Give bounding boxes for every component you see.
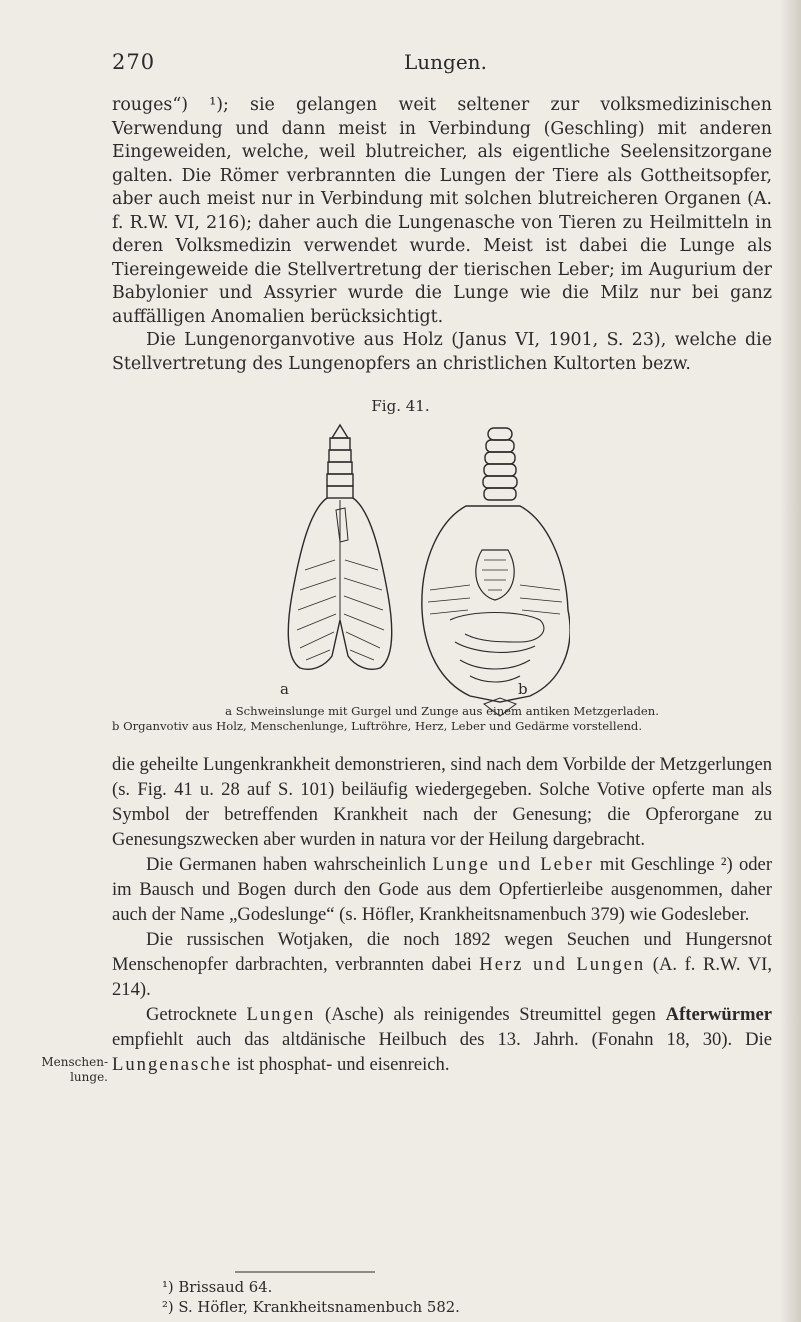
figure-sub-label-a: a bbox=[280, 680, 289, 698]
p2-text-a: Die Germanen haben wahrscheinlich bbox=[146, 854, 433, 875]
p4-emphasis-lungen: Lungen bbox=[246, 1004, 316, 1025]
body-paragraph-1: die geheilte Lungenkrankheit demonstrieren, sind nach dem Vorbilde der Metzgerlungen (s. Fig. 41 u. 28 auf S. 101) beiläufig wiedergegeben. Solche Votive opferte man als Symbol der betreffenden Krankheit nach der Genesung; die Opferorgane zu Genesungszwecken aber wurden in natura vor der Heilung dargebracht. bbox=[112, 754, 772, 850]
running-title: Lungen. bbox=[404, 50, 487, 74]
votive-paragraph: Die Lungenorganvotive aus Holz (Janus VI, 1901, S. 23), welche die Stellvertretung des Lungenopfers an christlichen Kultorten bezw. bbox=[112, 330, 772, 374]
pig-lung-drawing bbox=[288, 425, 391, 669]
caption-b: b Organvotiv aus Holz, Menschenlunge, Luftröhre, Herz, Leber und Gedärme vorstellend. bbox=[112, 719, 643, 733]
footnotes bbox=[162, 1278, 722, 1318]
footnote-1: ¹) Brissaud 64. bbox=[162, 1279, 273, 1296]
body-text-block bbox=[112, 752, 772, 1077]
p3-text-c: (A. f. R.W. VI, 214). bbox=[112, 954, 772, 1000]
p2-emphasis: Lunge und Leber bbox=[432, 854, 594, 875]
footnote-2: ²) S. Höfler, Krankheitsnamenbuch 582. bbox=[162, 1299, 460, 1316]
top-paragraph: rouges“) ¹); sie gelangen weit seltener zur volksmedizinischen Verwendung und dann meist in Verbindung (Geschling) mit anderen Eingeweiden, welche, weil blutreicher, als eigentliche Seelensitzorgane galten. Die Römer verbrannten die Lungen der Tiere als Gottheitsopfer, aber auch meist nur in Verbindung mit solchen blutreicheren Organen (A. f. R.W. VI, 216); daher auch die Lungenasche von Tieren zu Heilmitteln in deren Volksmedizin verwendet wurde. Meist ist dabei die Lunge als Tiereingeweide die Stellvertretung der tierischen Leber; im Augurium der Babylonier und Assyrier wurde die Lunge wie die Milz nur bei ganz auffälligen Anomalien berücksichtigt. bbox=[112, 95, 772, 327]
p4-bold-afterwuermer: Afterwürmer bbox=[665, 1004, 772, 1025]
p3-text-a: Die russischen Wotjaken, die noch 1892 wegen Seuchen und Hungersnot Menschenopfer darbrachten, verbrannten dabei bbox=[112, 929, 772, 975]
figure-sub-label-b: b bbox=[518, 680, 528, 698]
p4-text-c: (Asche) als reinigendes Streumittel gegen bbox=[315, 1004, 666, 1025]
figure-caption bbox=[112, 704, 772, 734]
top-text-block bbox=[112, 94, 772, 376]
footnote-rule bbox=[235, 1270, 375, 1274]
body-paragraph-4 bbox=[112, 1002, 772, 1077]
p4-text-g: ist phosphat- und eisenreich. bbox=[232, 1054, 450, 1075]
organ-votive-drawing bbox=[422, 428, 570, 716]
p4-emphasis-lungenasche: Lungenasche bbox=[112, 1054, 233, 1075]
page-header bbox=[0, 50, 801, 80]
page-edge-shadow bbox=[779, 0, 801, 1322]
p3-emphasis: Herz und Lungen bbox=[479, 954, 646, 975]
p4-text-e: empfiehlt auch das altdänische Heilbuch des 13. Jahrh. (Fonahn 18, 30). Die bbox=[112, 1029, 772, 1050]
p2-text-c: mit Geschlinge ²) oder im Bausch und Bogen durch den Gode aus dem Opfertierleibe ausgenommen, daher auch der Name „Godeslunge“ (s. Höfler, Krankheitsnamenbuch 379) wie Godesleber. bbox=[112, 854, 773, 925]
page-number: 270 bbox=[112, 50, 156, 74]
caption-a: a Schweinslunge mit Gurgel und Zunge aus einem antiken Metzgerladen. bbox=[225, 704, 659, 718]
body-paragraph-2 bbox=[112, 852, 772, 927]
body-paragraph-3 bbox=[112, 927, 772, 1002]
p4-text-a: Getrocknete bbox=[146, 1004, 247, 1025]
margin-note: Menschen-lunge. bbox=[41, 1055, 108, 1084]
figure-label: Fig. 41. bbox=[371, 397, 430, 415]
